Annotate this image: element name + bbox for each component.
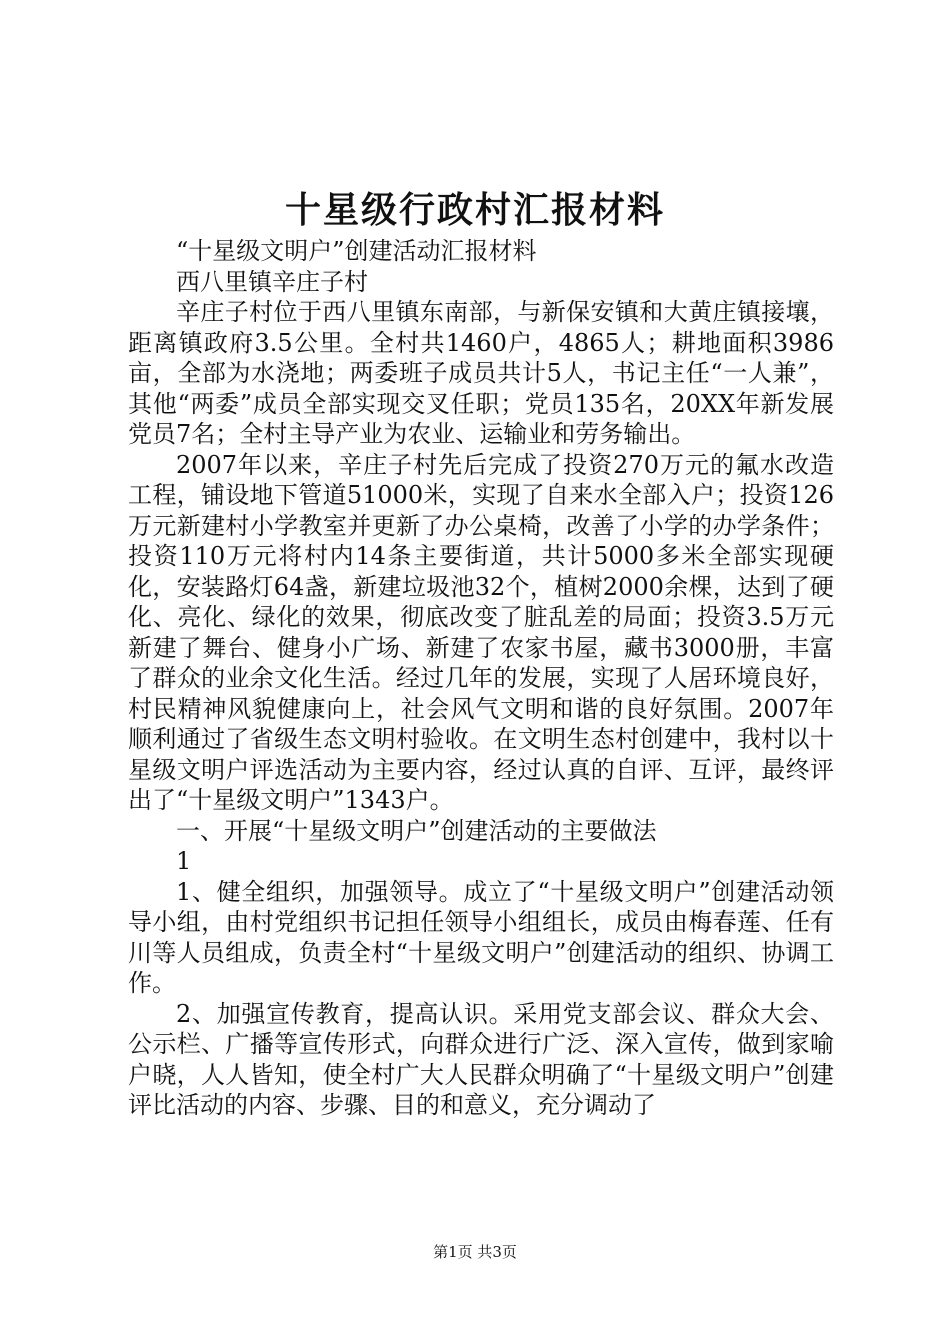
section-heading: 一、开展“十星级文明户”创建活动的主要做法 (176, 816, 657, 845)
paragraph-village-overview: 辛庄子村位于西八里镇东南部，与新保安镇和大黄庄镇接壤，距离镇政府3.5公里。全村共1460户，4865人；耕地面积3986亩，全部为水浇地；两委班子成员共计5人，书记主任“一人兼”，其他“两委”成员全部实现交叉任职；党员135名，20XX年新发展党员7名；全村主导产业为农业、运输业和劳务输出。 (128, 298, 834, 448)
report-author: 西八里镇辛庄子村 (176, 267, 368, 296)
paragraph-publicity: 2、加强宣传教育，提高认识。采用党支部会议、群众大会、公示栏、广播等宣传形式，向群众进行广泛、深入宣传，做到家喻户晓，人人皆知，使全村广大人民群众明确了“十星级文明户”创建评比活动的内容、步骤、目的和意义，充分调动了 (128, 999, 834, 1119)
document-title: 十星级行政村汇报材料 (284, 189, 665, 231)
document-body (128, 236, 834, 1121)
paragraph-organization: 1、健全组织，加强领导。成立了“十星级文明户”创建活动领导小组，由村党组织书记担任领导小组组长，成员由梅春莲、任有川等人员组成，负责全村“十星级文明户”创建活动的组织、协调工作。 (128, 877, 834, 997)
page-footer: 第1页 共3页 (433, 1243, 517, 1261)
stray-number: 1 (176, 847, 192, 875)
paragraph-achievements: 2007年以来，辛庄子村先后完成了投资270万元的氟水改造工程，铺设地下管道51000米，实现了自来水全部入户；投资126万元新建村小学教室并更新了办公桌椅，改善了小学的办学条件；投资110万元将村内14条主要街道，共计5000多米全部实现硬化，安装路灯64盏，新建垃圾池32个，植树2000余棵，达到了硬化、亮化、绿化的效果，彻底改变了脏乱差的局面；投资3.5万元新建了舞台、健身小广场、新建了农家书屋，藏书3000册，丰富了群众的业余文化生活。经过几年的发展，实现了人居环境良好，村民精神风貌健康向上，社会风气文明和谐的良好氛围。2007年顺利通过了省级生态文明村验收。在文明生态村创建中，我村以十星级文明户评选活动为主要内容，经过认真的自评、互评，最终评出了“十星级文明户”1343户。 (128, 450, 834, 814)
report-subtitle: “十星级文明户”创建活动汇报材料 (176, 237, 537, 265)
